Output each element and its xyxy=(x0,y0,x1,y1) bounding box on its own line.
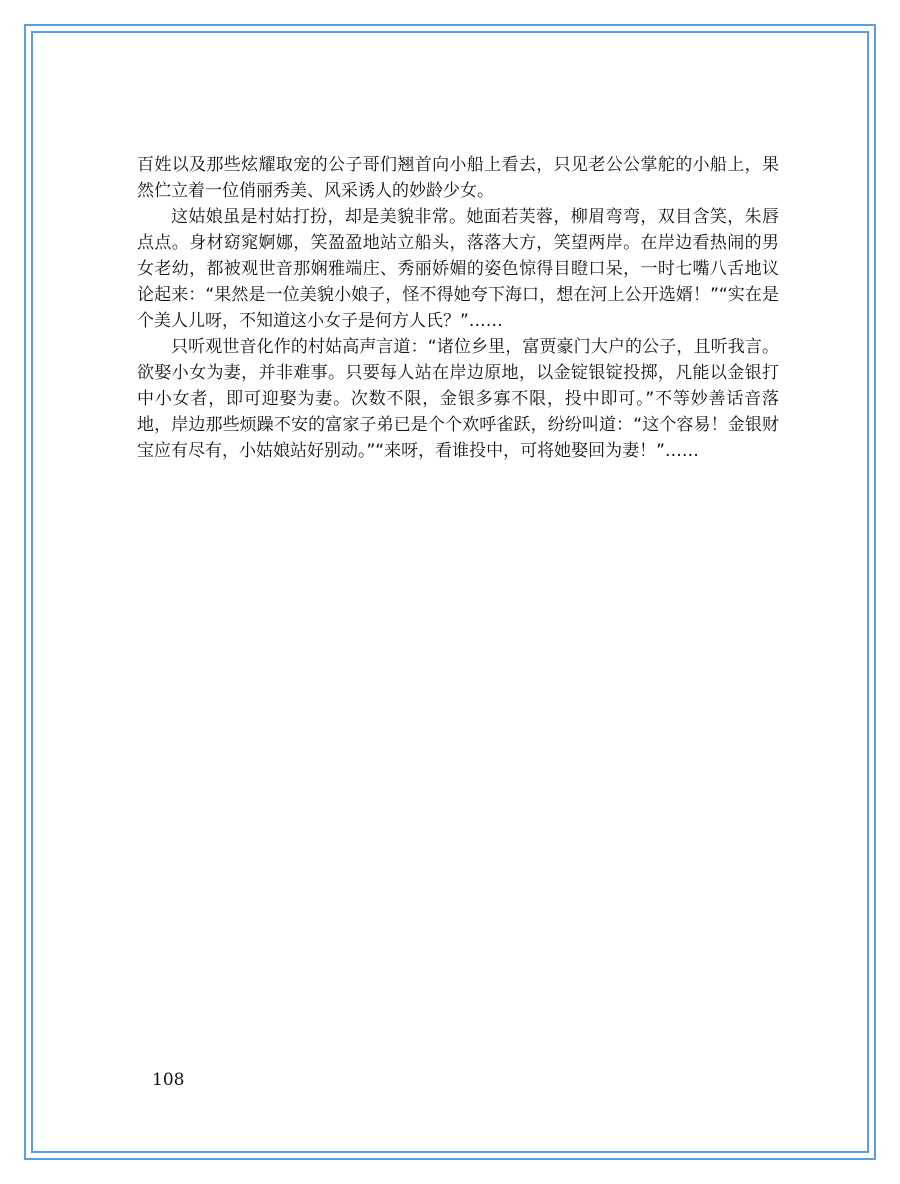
paragraph-1: 百姓以及那些炫耀取宠的公子哥们翘首向小船上看去，只见老公公掌舵的小船上，果然伫立着一位俏丽秀美、风采诱人的妙龄少女。 xyxy=(137,155,779,201)
body-text xyxy=(137,152,779,464)
paragraph-3: 只听观世音化作的村姑高声言道：“诸位乡里，富贾豪门大户的公子，且听我言。欲娶小女为妻，并非难事。只要每人站在岸边原地，以金锭银锭投掷，凡能以金银打中小女者，即可迎娶为妻。次数不限，金银多寡不限，投中即可。”不等妙善话音落地，岸边那些烦躁不安的富家子弟已是个个欢呼雀跃，纷纷叫道：“这个容易！金银财宝应有尽有，小姑娘站好别动。”“来呀，看谁投中，可将她娶回为妻！”…… xyxy=(137,337,779,461)
paragraph-2: 这姑娘虽是村姑打扮，却是美貌非常。她面若芙蓉，柳眉弯弯，双目含笑，朱唇点点。身材窈窕婀娜，笑盈盈地站立船头，落落大方，笑望两岸。在岸边看热闹的男女老幼，都被观世音那娴雅端庄、秀丽娇媚的姿色惊得目瞪口呆，一时七嘴八舌地议论起来：“果然是一位美貌小娘子，怪不得她夸下海口，想在河上公开选婿！”“实在是个美人儿呀，不知道这小女子是何方人氏？”…… xyxy=(137,207,779,331)
page-number: 108 xyxy=(152,1070,185,1090)
